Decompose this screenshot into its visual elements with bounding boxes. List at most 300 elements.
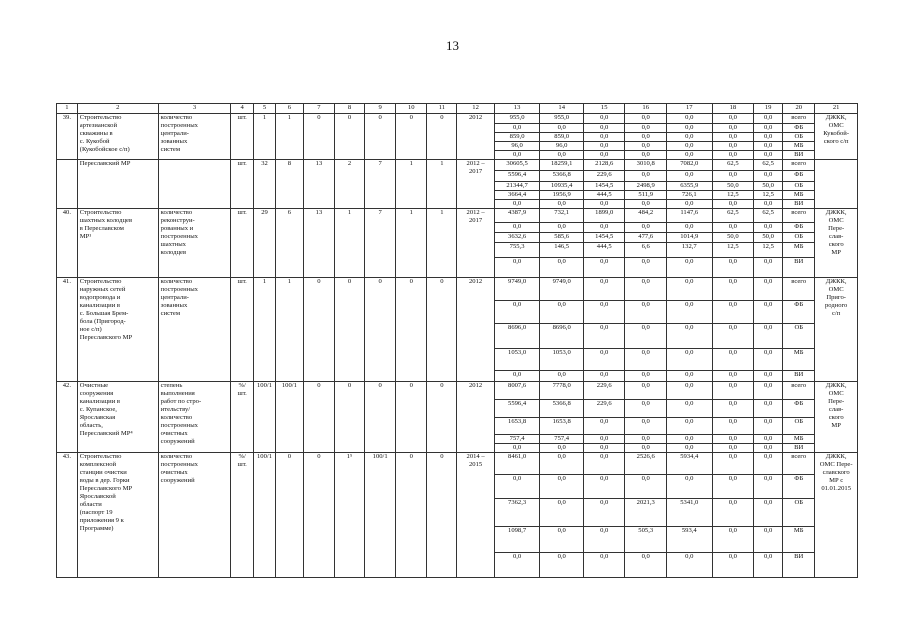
table-cell: 8007,6 <box>494 382 540 400</box>
table-cell: 0,0 <box>666 142 712 151</box>
table-cell: 6355,9 <box>666 182 712 191</box>
table-cell: Строительство артезианской скважины в с. Кукобой (Кукобойское с/п) <box>77 114 158 160</box>
table-cell: 0,0 <box>666 371 712 382</box>
table-cell: 0,0 <box>540 444 584 453</box>
table-cell: 0 <box>427 278 457 382</box>
table-cell: 0,0 <box>666 223 712 233</box>
table-cell: ВИ <box>783 444 815 453</box>
table-cell: 0,0 <box>754 444 783 453</box>
table-cell: 0,0 <box>625 223 667 233</box>
table-cell: 0,0 <box>583 114 625 124</box>
table-cell: 21344,7 <box>494 182 540 191</box>
table-cell: 0 <box>396 453 427 578</box>
table-cell: 0,0 <box>583 200 625 209</box>
table-cell: 755,3 <box>494 243 540 258</box>
table-cell: 0,0 <box>666 278 712 301</box>
table-cell: МБ <box>783 243 815 258</box>
table-cell: 1899,0 <box>583 209 625 223</box>
table-cell: 0 <box>365 382 396 453</box>
table-cell: 146,5 <box>540 243 584 258</box>
table-cell: 0,0 <box>625 553 667 578</box>
table-cell: количество построенных централи- зованных систем <box>158 114 231 160</box>
table-cell: ДЖКК, ОМС Пере- слав- ского МР <box>815 209 858 278</box>
column-number: 15 <box>583 104 625 114</box>
table-cell: 0,0 <box>625 200 667 209</box>
table-cell: 5366,8 <box>540 171 584 182</box>
table-cell: ВИ <box>783 200 815 209</box>
table-cell: 0,0 <box>625 133 667 142</box>
table-cell: 1⁵ <box>335 453 365 578</box>
table-cell: ДЖКК, ОМС Кукобой- ского с/п <box>815 114 858 160</box>
table-cell: 2498,9 <box>625 182 667 191</box>
table-cell: 62,5 <box>754 209 783 223</box>
table-cell: 0,0 <box>754 453 783 475</box>
table-cell: 100/1 <box>254 453 276 578</box>
table-cell: 1053,0 <box>494 349 540 371</box>
table-cell: 0,0 <box>583 444 625 453</box>
table-cell: ФБ <box>783 223 815 233</box>
table-cell: 40. <box>57 209 78 278</box>
table-cell: 0,0 <box>540 475 584 499</box>
table-cell: 0,0 <box>583 223 625 233</box>
table-cell: 2021,3 <box>625 499 667 527</box>
table-cell: Строительство шахтных колодцев в Переславском МР¹ <box>77 209 158 278</box>
table-cell: 0,0 <box>712 435 754 444</box>
column-number: 3 <box>158 104 231 114</box>
table-cell: 8461,0 <box>494 453 540 475</box>
table-cell: ВИ <box>783 258 815 278</box>
column-number: 8 <box>335 104 365 114</box>
table-cell: 1147,6 <box>666 209 712 223</box>
table-cell: 0,0 <box>540 553 584 578</box>
table-cell: 955,0 <box>494 114 540 124</box>
table-cell: 7362,3 <box>494 499 540 527</box>
table-cell: 859,0 <box>494 133 540 142</box>
table-cell: 0,0 <box>666 382 712 400</box>
table-cell: 0,0 <box>494 371 540 382</box>
table-cell: 0,0 <box>494 200 540 209</box>
column-number: 12 <box>457 104 494 114</box>
column-number: 7 <box>303 104 334 114</box>
table-cell: 0,0 <box>666 114 712 124</box>
table-cell: 50,0 <box>712 233 754 243</box>
table-row <box>57 114 858 124</box>
table-cell: 0,0 <box>666 258 712 278</box>
table-cell: 484,2 <box>625 209 667 223</box>
table-cell: 0,0 <box>754 301 783 324</box>
table-cell: 0,0 <box>583 258 625 278</box>
table-cell: ДЖКК, ОМС Пере- слав- ского МР <box>815 382 858 453</box>
table-cell: ОБ <box>783 324 815 349</box>
table-cell: 5366,8 <box>540 400 584 418</box>
table-cell: всего <box>783 209 815 223</box>
table-cell: 12,5 <box>754 191 783 200</box>
table-cell: 0,0 <box>712 382 754 400</box>
table-cell: 0,0 <box>754 223 783 233</box>
table-cell: 0,0 <box>712 258 754 278</box>
table-cell: Строительство наружных сетей водопровода и канализации в с. Большая Брем- бола (Пригород- ное с/п) Переславского МР <box>77 278 158 382</box>
table-cell: 0,0 <box>625 349 667 371</box>
table-cell: 0,0 <box>712 371 754 382</box>
table-cell: 0,0 <box>712 444 754 453</box>
table-cell: 0,0 <box>625 171 667 182</box>
table-cell: 8696,0 <box>494 324 540 349</box>
table-cell: 32 <box>254 160 276 209</box>
table-cell: ВИ <box>783 151 815 160</box>
table-cell: 0 <box>335 382 365 453</box>
table-cell: 0,0 <box>712 142 754 151</box>
table-cell: 0 <box>365 278 396 382</box>
table-cell: 505,3 <box>625 527 667 553</box>
table-cell: 0 <box>303 382 334 453</box>
table-cell: 0,0 <box>712 475 754 499</box>
table-cell: 0,0 <box>625 142 667 151</box>
table-cell: ФБ <box>783 124 815 133</box>
table-cell: 0,0 <box>583 133 625 142</box>
table-cell: 757,4 <box>494 435 540 444</box>
table-cell: 0,0 <box>625 151 667 160</box>
column-number: 9 <box>365 104 396 114</box>
table-cell: 1454,5 <box>583 233 625 243</box>
table-cell: Строительство комплексной станции очистки воды в дер. Горки Переславского МР Ярославской области (паспорт 19 приложения 9 к Программе) <box>77 453 158 578</box>
table-cell: 100/1 <box>365 453 396 578</box>
table-row <box>57 209 858 223</box>
column-number: 21 <box>815 104 858 114</box>
table-cell: 96,0 <box>494 142 540 151</box>
table-cell: %/ шт. <box>231 453 254 578</box>
table-cell: всего <box>783 160 815 171</box>
table-row <box>57 382 858 400</box>
column-number: 14 <box>540 104 584 114</box>
table-cell: 43. <box>57 453 78 578</box>
table-cell: ОБ <box>783 499 815 527</box>
table-cell: 0,0 <box>540 499 584 527</box>
table-cell: 0,0 <box>625 382 667 400</box>
table-cell: ОБ <box>783 182 815 191</box>
table-cell: 0,0 <box>540 151 584 160</box>
table-row <box>57 278 858 301</box>
table-cell: 0,0 <box>712 124 754 133</box>
table-cell: 0,0 <box>754 142 783 151</box>
table-cell: 229,6 <box>583 171 625 182</box>
table-cell: количество реконструи- рованных и построенных шахтных колодцев <box>158 209 231 278</box>
table-cell: 2012 <box>457 382 494 453</box>
table-cell: 96,0 <box>540 142 584 151</box>
table-cell: 10935,4 <box>540 182 584 191</box>
table-cell: 0,0 <box>583 435 625 444</box>
table-cell: 0,0 <box>625 114 667 124</box>
table-cell: 2012 – 2017 <box>457 209 494 278</box>
table-cell: 2526,6 <box>625 453 667 475</box>
table-cell: 7 <box>365 160 396 209</box>
table-cell: 0,0 <box>712 527 754 553</box>
table-cell: 0,0 <box>712 171 754 182</box>
table-cell: 5341,0 <box>666 499 712 527</box>
table-cell: всего <box>783 453 815 475</box>
table-cell: 0,0 <box>754 278 783 301</box>
table-cell: 2014 – 2015 <box>457 453 494 578</box>
table-cell: 5596,4 <box>494 171 540 182</box>
table-cell: 42. <box>57 382 78 453</box>
table-cell: 0 <box>427 382 457 453</box>
table-cell: 62,5 <box>712 160 754 171</box>
table-cell: 2128,6 <box>583 160 625 171</box>
table-cell: ОБ <box>783 133 815 142</box>
table-cell: 50,0 <box>754 182 783 191</box>
table-cell: 1653,8 <box>494 418 540 435</box>
table-cell: 0 <box>427 453 457 578</box>
table-cell: МБ <box>783 349 815 371</box>
table-cell: 0,0 <box>754 382 783 400</box>
table-cell: 0,0 <box>666 349 712 371</box>
table-cell: шт. <box>231 278 254 382</box>
table-cell: 859,0 <box>540 133 584 142</box>
table-cell: 0,0 <box>583 475 625 499</box>
table-cell: 0,0 <box>583 453 625 475</box>
table-cell: 0,0 <box>712 278 754 301</box>
table-cell: 0,0 <box>712 324 754 349</box>
table-cell: 0,0 <box>754 553 783 578</box>
table-cell: 132,7 <box>666 243 712 258</box>
table-cell: 9749,0 <box>494 278 540 301</box>
table-cell: 0,0 <box>712 349 754 371</box>
table-cell: 0,0 <box>712 114 754 124</box>
table-cell: 29 <box>254 209 276 278</box>
column-number: 19 <box>754 104 783 114</box>
table-cell: ОБ <box>783 418 815 435</box>
table-cell: 0,0 <box>583 527 625 553</box>
table-cell: всего <box>783 382 815 400</box>
table-cell: ФБ <box>783 475 815 499</box>
table-cell: 0,0 <box>666 133 712 142</box>
table-cell: 0,0 <box>754 499 783 527</box>
table-cell: 0,0 <box>494 301 540 324</box>
table-cell: ДЖКК, ОМС Пере- славского МР с 01.01.2015 <box>815 453 858 578</box>
table-cell: 50,0 <box>754 233 783 243</box>
table-cell: 0,0 <box>754 400 783 418</box>
table-cell: 0,0 <box>583 142 625 151</box>
table-cell: 1 <box>254 114 276 160</box>
table-cell: 0,0 <box>666 475 712 499</box>
program-table <box>56 103 858 578</box>
table-cell: 0 <box>396 278 427 382</box>
table-cell: 0 <box>303 278 334 382</box>
column-number: 11 <box>427 104 457 114</box>
table-cell: МБ <box>783 191 815 200</box>
table-cell: 12,5 <box>712 243 754 258</box>
table-cell: 0,0 <box>712 400 754 418</box>
table-cell: всего <box>783 114 815 124</box>
table-cell: 0 <box>396 114 427 160</box>
table-cell: 12,5 <box>712 191 754 200</box>
table-cell: 511,9 <box>625 191 667 200</box>
table-cell <box>815 160 858 209</box>
table-cell: 0,0 <box>666 418 712 435</box>
table-cell: 1653,8 <box>540 418 584 435</box>
table-cell: 0,0 <box>583 324 625 349</box>
table-cell: 0,0 <box>625 324 667 349</box>
table-cell: 0,0 <box>754 200 783 209</box>
column-number: 4 <box>231 104 254 114</box>
table-cell: 0,0 <box>583 301 625 324</box>
table-cell: 0,0 <box>754 418 783 435</box>
table-cell: 0 <box>335 278 365 382</box>
table-cell: 0,0 <box>494 124 540 133</box>
table-row <box>57 453 858 475</box>
table-cell: количество построенных очистных сооружений <box>158 453 231 578</box>
column-number: 5 <box>254 104 276 114</box>
table-cell: Очистные сооружения канализации в с. Купанское, Ярославская область, Переславский МР⁴ <box>77 382 158 453</box>
table-cell: 0,0 <box>583 499 625 527</box>
table-cell: 2012 <box>457 114 494 160</box>
table-cell: 0,0 <box>712 553 754 578</box>
table-cell: 8696,0 <box>540 324 584 349</box>
table-cell: 0,0 <box>666 435 712 444</box>
table-cell: 1 <box>427 160 457 209</box>
table-cell: 0,0 <box>494 444 540 453</box>
table-cell: 0 <box>365 114 396 160</box>
table-cell: 0,0 <box>754 124 783 133</box>
table-cell: 0,0 <box>583 151 625 160</box>
table-cell: 0,0 <box>754 527 783 553</box>
table-cell: 0,0 <box>666 151 712 160</box>
table-cell: 477,6 <box>625 233 667 243</box>
column-number: 13 <box>494 104 540 114</box>
table-cell: 62,5 <box>754 160 783 171</box>
table-cell: 593,4 <box>666 527 712 553</box>
table-cell: 0,0 <box>754 435 783 444</box>
table-row <box>57 160 858 171</box>
table-cell: 0,0 <box>540 527 584 553</box>
table-cell: 0,0 <box>712 499 754 527</box>
table-cell: МБ <box>783 527 815 553</box>
table-cell: 50,0 <box>712 182 754 191</box>
table-cell: 0,0 <box>583 124 625 133</box>
table-cell: 0,0 <box>666 444 712 453</box>
table-cell: 30605,5 <box>494 160 540 171</box>
table-cell: 1 <box>396 160 427 209</box>
table-cell: 12,5 <box>754 243 783 258</box>
table-cell: шт. <box>231 160 254 209</box>
table-cell: 7 <box>365 209 396 278</box>
table-cell: 1454,5 <box>583 182 625 191</box>
table-cell: 0,0 <box>625 371 667 382</box>
table-cell: ДЖКК, ОМС Приго- родного с/п <box>815 278 858 382</box>
table-cell: 41. <box>57 278 78 382</box>
table-cell: 0,0 <box>666 400 712 418</box>
table-cell: 100/1 <box>275 382 303 453</box>
table-cell: 0,0 <box>666 324 712 349</box>
table-cell: 0,0 <box>754 349 783 371</box>
table-cell: 0,0 <box>666 124 712 133</box>
table-cell: ОБ <box>783 233 815 243</box>
table-cell: 100/1 <box>254 382 276 453</box>
table-cell: 0,0 <box>754 151 783 160</box>
table-cell: 0,0 <box>583 278 625 301</box>
table-cell: 13 <box>303 209 334 278</box>
table-cell: степень выполнения работ по стро- ительству/ количество построенных очистных сооружений <box>158 382 231 453</box>
table-cell: 0 <box>427 114 457 160</box>
table-cell: 0,0 <box>712 453 754 475</box>
table-cell: 1 <box>275 278 303 382</box>
table-cell: 0,0 <box>494 223 540 233</box>
table-cell: шт. <box>231 114 254 160</box>
table-cell: 726,1 <box>666 191 712 200</box>
table-cell: 0,0 <box>625 301 667 324</box>
table-cell: 0,0 <box>625 400 667 418</box>
table-cell: 2012 <box>457 278 494 382</box>
table-cell: 0,0 <box>625 444 667 453</box>
table-cell: 18259,1 <box>540 160 584 171</box>
table-cell: 444,5 <box>583 243 625 258</box>
table-cell: 0,0 <box>712 418 754 435</box>
table-cell: 6,6 <box>625 243 667 258</box>
table-cell: 732,1 <box>540 209 584 223</box>
table-cell: 5596,4 <box>494 400 540 418</box>
table-cell: 0,0 <box>540 371 584 382</box>
table-cell: 1 <box>396 209 427 278</box>
table-cell: 62,5 <box>712 209 754 223</box>
table-cell: МБ <box>783 435 815 444</box>
table-cell: 0,0 <box>583 418 625 435</box>
table-cell: 0,0 <box>754 371 783 382</box>
table-cell: 0,0 <box>625 435 667 444</box>
table-cell: 1014,9 <box>666 233 712 243</box>
table-cell: 8 <box>275 160 303 209</box>
column-number: 1 <box>57 104 78 114</box>
table-cell: 1 <box>427 209 457 278</box>
table-cell: 0 <box>303 453 334 578</box>
table-cell: 0,0 <box>625 278 667 301</box>
table-cell: 7082,0 <box>666 160 712 171</box>
table-cell <box>158 160 231 209</box>
table-cell: 9749,0 <box>540 278 584 301</box>
table-cell: 4387,9 <box>494 209 540 223</box>
table-cell: 0,0 <box>754 133 783 142</box>
column-number: 6 <box>275 104 303 114</box>
table-cell: %/ шт. <box>231 382 254 453</box>
table-cell: 1098,7 <box>494 527 540 553</box>
table-cell: 585,6 <box>540 233 584 243</box>
table-cell <box>57 160 78 209</box>
table-cell: 0,0 <box>540 453 584 475</box>
table-cell: всего <box>783 278 815 301</box>
table-cell: 0,0 <box>583 349 625 371</box>
header-row <box>57 104 858 114</box>
table-cell: МБ <box>783 142 815 151</box>
table-cell: 3632,6 <box>494 233 540 243</box>
table-cell: 0,0 <box>540 301 584 324</box>
table-cell: 13 <box>303 160 334 209</box>
table-cell: 0,0 <box>494 553 540 578</box>
table-cell: 2012 – 2017 <box>457 160 494 209</box>
table-cell: 1053,0 <box>540 349 584 371</box>
table-cell: 0,0 <box>583 371 625 382</box>
table-cell: 39. <box>57 114 78 160</box>
table-cell: 0,0 <box>625 124 667 133</box>
table-cell: 0 <box>275 453 303 578</box>
table-cell: шт. <box>231 209 254 278</box>
table-cell: 0,0 <box>754 114 783 124</box>
table-cell: 0,0 <box>666 171 712 182</box>
table-cell: 0,0 <box>754 475 783 499</box>
table-cell: 0,0 <box>494 475 540 499</box>
table-cell: 0 <box>396 382 427 453</box>
table-cell: 0,0 <box>666 200 712 209</box>
column-number: 10 <box>396 104 427 114</box>
table-cell: 0,0 <box>712 223 754 233</box>
table-cell: 0,0 <box>712 200 754 209</box>
